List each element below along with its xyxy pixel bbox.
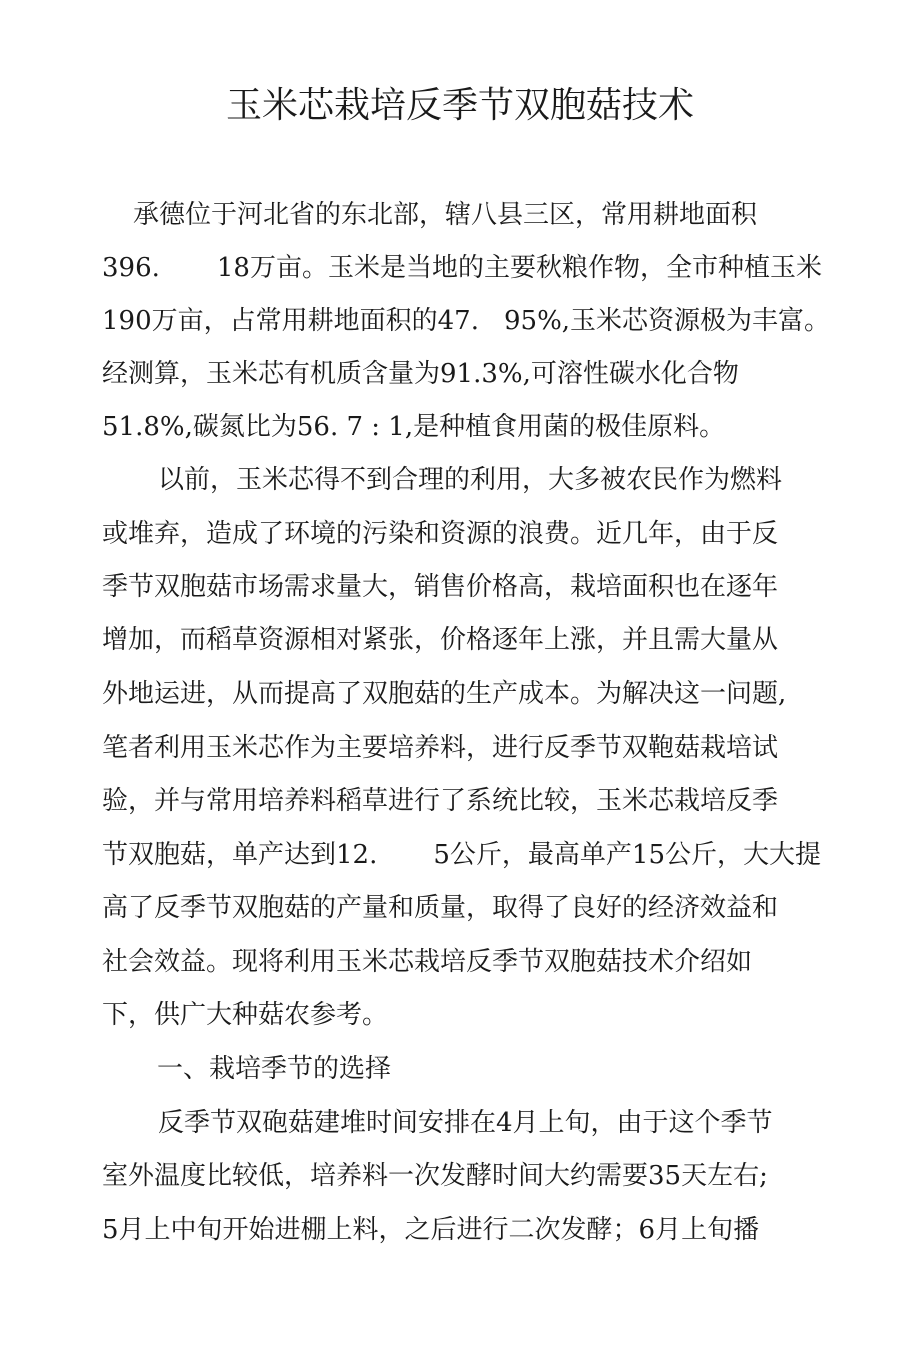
text-segment: 节双胞菇，单产达到12. (102, 840, 378, 870)
text-line: 5月上中旬开始进棚上料，之后进行二次发酵；6月上旬播 (102, 1215, 760, 1245)
text-line: 社会效益。现将利用玉米芯栽培反季节双胞菇技术介绍如 (102, 947, 753, 977)
text-segment: 95%,玉米芯资源极为丰富。 (503, 306, 831, 336)
text-segment: 5公斤，最高单产15公斤，大大提 (433, 840, 821, 870)
text-line: 高了反季节双胞菇的产量和质量，取得了良好的经济效益和 (102, 893, 779, 923)
section-heading: 一、栽培季节的选择 (157, 1054, 392, 1084)
text-line: 外地运进，从而提高了双胞菇的生产成本。为解决这一问题, (102, 679, 787, 709)
text-line: 室外温度比较低，培养料一次发酵时间大约需要35天左右; (102, 1161, 768, 1191)
text-line: 季节双胞菇市场需求量大，销售价格高，栽培面积也在逐年 (102, 572, 779, 602)
text-line (102, 837, 821, 873)
text-line: 下，供广大种菇农参考。 (102, 1000, 389, 1030)
text-line: 承德位于河北省的东北部，辖八县三区，常用耕地面积 (133, 200, 758, 230)
text-segment: 18万亩。玉米是当地的主要秋粮作物，全市种植玉米 (216, 253, 822, 283)
text-line: 增加，而稻草资源相对紧张，价格逐年上涨，并且需大量从 (102, 625, 779, 655)
text-line: 或堆弃，造成了环境的污染和资源的浪费。近几年，由于反 (102, 519, 779, 549)
text-line: 笔者利用玉米芯作为主要培养料，进行反季节双鞄菇栽培试 (102, 733, 779, 763)
document-title: 玉米芯栽培反季节双胞菇技术 (225, 85, 694, 126)
text-line: 反季节双砲菇建堆时间安排在4月上旬，由于这个季节 (158, 1108, 773, 1138)
text-segment: 396. (102, 253, 160, 283)
text-line: 以前，玉米芯得不到合理的利用，大多被农民作为燃料 (158, 465, 783, 495)
text-line (102, 303, 830, 339)
text-line: 验，并与常用培养料稻草进行了系统比较，玉米芯栽培反季 (102, 786, 779, 816)
text-line: 经测算，玉米芯有机质含量为91.3%,可溶性碳水化合物 (102, 359, 739, 389)
text-line (102, 250, 822, 286)
text-segment: 190万亩，占常用耕地面积的47. (102, 306, 479, 336)
text-line: 51.8%,碳氮比为56. 7 : 1,是种植食用菌的极佳原料。 (102, 412, 726, 442)
